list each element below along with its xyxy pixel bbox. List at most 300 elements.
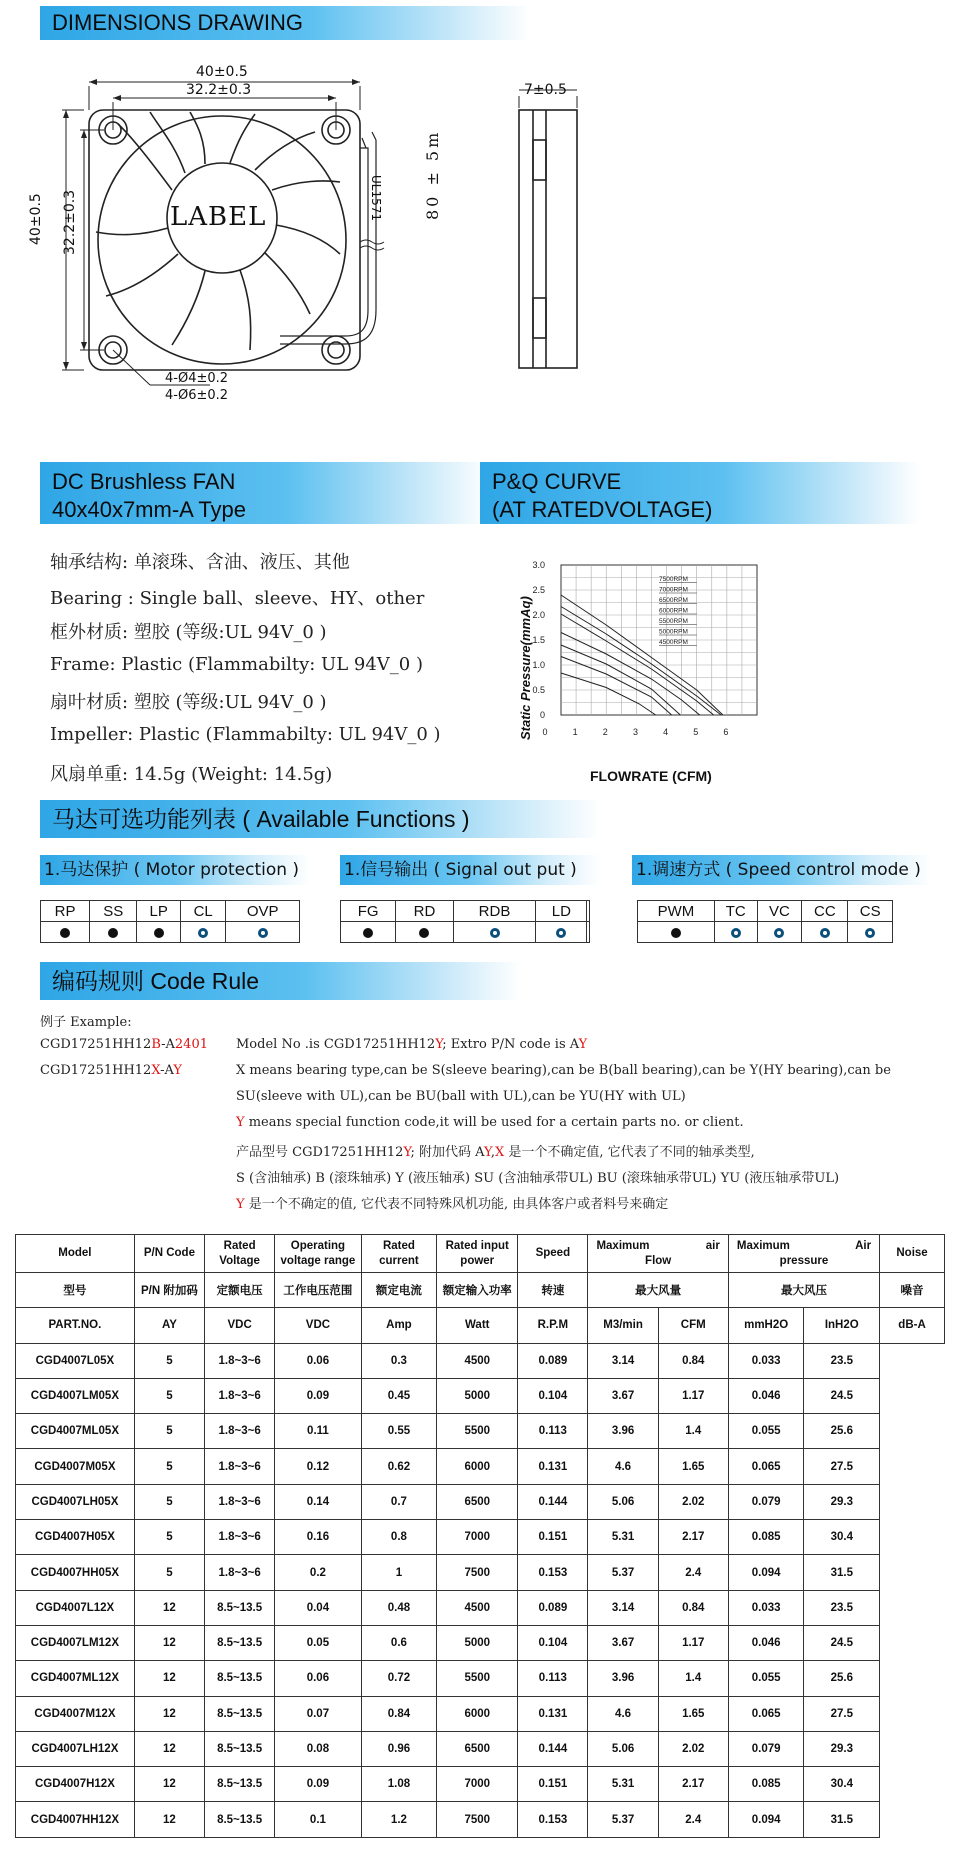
table-cell: 0.033 [728, 1590, 804, 1625]
table-cell: 12 [134, 1625, 204, 1660]
table-cell: 1.8~3~6 [205, 1555, 275, 1590]
spec-weight: 风扇单重: 14.5g (Weight: 14.5g) [50, 764, 333, 785]
table-cell: 0.085 [728, 1520, 804, 1555]
table-cell: 0.089 [518, 1590, 588, 1625]
model-cell: CGD4007LM05X [16, 1378, 135, 1413]
th-rated-current: Rated current [361, 1235, 437, 1273]
wire-ul-label: UL1571 [369, 175, 383, 222]
func-col-rd: RD [396, 901, 453, 922]
table-cell: 12 [134, 1802, 204, 1837]
table-cell: 25.6 [804, 1414, 880, 1449]
th-unit-cfm: CFM [658, 1308, 728, 1343]
signal-output-title: 1.信号输出 ( Signal out put ) [344, 860, 577, 880]
spec-table-body [16, 1343, 945, 1837]
table-cell: 5 [134, 1414, 204, 1449]
table-cell: 0.72 [361, 1661, 437, 1696]
ring-dot-icon [198, 928, 208, 938]
table-cell: 3.14 [588, 1590, 658, 1625]
series-label: 7000RPM [659, 586, 688, 594]
table-row [16, 1555, 945, 1590]
table-cell: 0.1 [275, 1802, 361, 1837]
table-cell: 3.96 [588, 1661, 658, 1696]
table-cell: 24.5 [804, 1378, 880, 1413]
ring-dot-icon [820, 928, 830, 938]
table-cell: 0.11 [275, 1414, 361, 1449]
table-cell: 0.05 [275, 1625, 361, 1660]
func-col-cl: CL [180, 901, 225, 922]
ring-dot-icon [556, 928, 566, 938]
example-desc-3: SU(sleeve with UL),can be BU(ball with UL),can be YU(HY with UL) [236, 1089, 686, 1104]
table-cell: 0.046 [728, 1625, 804, 1660]
table-row [16, 1343, 945, 1378]
series-label: 5000RPM [659, 628, 688, 636]
table-cell: 0.079 [728, 1731, 804, 1766]
functions-title: 马达可选功能列表 ( Available Functions ) [52, 806, 470, 832]
x-tick-label: 6 [723, 727, 729, 737]
speed-control-title: 1.调速方式 ( Speed control mode ) [636, 860, 921, 880]
table-cell: 0.089 [518, 1343, 588, 1378]
ring-dot-icon [490, 928, 500, 938]
table-cell: 6000 [437, 1696, 518, 1731]
th-cn-current: 额定电流 [361, 1273, 437, 1308]
table-cell: 5 [134, 1520, 204, 1555]
table-cell: 1.17 [658, 1378, 728, 1413]
table-cell: 7000 [437, 1767, 518, 1802]
table-cell: 12 [134, 1661, 204, 1696]
table-row [16, 1520, 945, 1555]
table-row [16, 1449, 945, 1484]
table-cell: 25.6 [804, 1661, 880, 1696]
func-col-pwm: PWM [638, 901, 715, 922]
func-col-cs: CS [848, 901, 893, 922]
table-cell: 8.5~13.5 [205, 1625, 275, 1660]
table-cell: 0.046 [728, 1378, 804, 1413]
signal-output-banner [340, 855, 600, 885]
ring-dot-icon [258, 928, 268, 938]
ring-dot-icon [731, 928, 741, 938]
series-label: 6000RPM [659, 607, 688, 615]
table-cell: 27.5 [804, 1449, 880, 1484]
table-row [16, 1414, 945, 1449]
table-cell: 31.5 [804, 1555, 880, 1590]
table-cell: 8.5~13.5 [205, 1696, 275, 1731]
table-cell: 1.8~3~6 [205, 1520, 275, 1555]
table-cell: 8.5~13.5 [205, 1767, 275, 1802]
series-line [561, 645, 680, 715]
table-cell: 4500 [437, 1343, 518, 1378]
functions-banner [40, 800, 600, 838]
chart-xlabel: FLOWRATE (CFM) [590, 768, 712, 784]
th-unit-watt: Watt [437, 1308, 518, 1343]
table-row [16, 1696, 945, 1731]
th-speed: Speed [518, 1235, 588, 1273]
th-pn-code: P/N Code [134, 1235, 204, 1273]
example-desc-5: 产品型号 CGD17251HH12Y; 附加代码 AY,X 是一个不确定值, 它代表了不同的轴承类型, [236, 1145, 755, 1160]
table-cell: 2.4 [658, 1802, 728, 1837]
table-row [16, 1378, 945, 1413]
table-cell: 1 [361, 1555, 437, 1590]
thickness-label: 7±0.5 [524, 82, 567, 98]
table-row [16, 1625, 945, 1660]
chart-ylabel: Static Pressure(mmAq) [518, 596, 533, 740]
table-cell: 1.8~3~6 [205, 1414, 275, 1449]
example-desc-6: S (含油轴承) B (滚珠轴承) Y (液压轴承) SU (含油轴承带UL) BU (滚珠轴承带UL) YU (液压轴承带UL) [236, 1171, 840, 1186]
model-cell: CGD4007LH05X [16, 1484, 135, 1519]
table-cell: 3.96 [588, 1414, 658, 1449]
example-desc-1: Model No .is CGD17251HH12Y; Extro P/N code is AY [236, 1037, 588, 1052]
th-cn-power: 额定输入功率 [437, 1273, 518, 1308]
table-cell: 5500 [437, 1414, 518, 1449]
y-tick-label: 1.0 [532, 660, 545, 670]
table-cell: 0.45 [361, 1378, 437, 1413]
model-cell: CGD4007HH05X [16, 1555, 135, 1590]
pq-banner [480, 462, 920, 524]
func-col-fg: FG [341, 901, 396, 922]
table-cell: 5.06 [588, 1731, 658, 1766]
model-cell: CGD4007M12X [16, 1696, 135, 1731]
dimensions-banner [40, 6, 530, 40]
th-cn-model: 型号 [16, 1273, 135, 1308]
table-cell: 0.7 [361, 1484, 437, 1519]
model-cell: CGD4007ML05X [16, 1414, 135, 1449]
series-label: 7500RPM [659, 576, 688, 583]
table-cell: 1.8~3~6 [205, 1378, 275, 1413]
table-cell: 0.2 [275, 1555, 361, 1590]
y-tick-label: 0.5 [532, 685, 545, 695]
speed-control-table [637, 900, 893, 943]
th-unit-part-no: PART.NO. [16, 1308, 135, 1343]
table-cell: 1.4 [658, 1414, 728, 1449]
table-cell: 0.16 [275, 1520, 361, 1555]
table-cell: 30.4 [804, 1767, 880, 1802]
table-cell: 5000 [437, 1378, 518, 1413]
table-cell: 23.5 [804, 1590, 880, 1625]
table-cell: 0.84 [658, 1590, 728, 1625]
table-cell: 0.84 [361, 1696, 437, 1731]
table-row [16, 1661, 945, 1696]
table-cell: 2.02 [658, 1484, 728, 1519]
pn-code-cell: AY [134, 1308, 204, 1343]
table-cell: 5 [134, 1484, 204, 1519]
table-cell: 30.4 [804, 1520, 880, 1555]
table-cell: 1.65 [658, 1696, 728, 1731]
example-desc-2: X means bearing type,can be S(sleeve bearing),can be B(ball bearing),can be Y(HY bearing),can be [236, 1063, 891, 1078]
table-cell: 0.055 [728, 1661, 804, 1696]
table-cell: 0.09 [275, 1767, 361, 1802]
table-cell: 3.14 [588, 1343, 658, 1378]
inner-dim-label: 32.2±0.3 [186, 82, 252, 98]
table-cell: 0.055 [728, 1414, 804, 1449]
func-col-ld: LD [536, 901, 587, 922]
table-cell: 7000 [437, 1520, 518, 1555]
th-cn-noise: 噪音 [880, 1273, 945, 1308]
y-tick-label: 0 [539, 710, 545, 720]
th-unit-mmh2o: mmH2O [728, 1308, 804, 1343]
table-cell: 4500 [437, 1590, 518, 1625]
table-cell: 0.094 [728, 1802, 804, 1837]
spec-impeller-en: Impeller: Plastic (Flammabilty: UL 94V_0 ) [50, 724, 441, 745]
spec-impeller-cn: 扇叶材质: 塑胶 (等级:UL 94V_0 ) [50, 692, 327, 713]
table-cell: 0.113 [518, 1414, 588, 1449]
series-label: 4500RPM [659, 639, 688, 646]
table-cell: 0.55 [361, 1414, 437, 1449]
y-tick-label: 1.5 [532, 635, 545, 645]
y-tick-label: 2.0 [532, 610, 545, 620]
func-col-ovp: OVP [226, 901, 300, 922]
table-cell: 8.5~13.5 [205, 1731, 275, 1766]
table-cell: 27.5 [804, 1696, 880, 1731]
table-cell: 12 [134, 1767, 204, 1802]
table-cell: 2.17 [658, 1520, 728, 1555]
table-cell: 8.5~13.5 [205, 1590, 275, 1625]
dimensions-title: DIMENSIONS DRAWING [52, 10, 303, 35]
inner-dim-vertical-label: 32.2±0.3 [62, 189, 78, 255]
x-tick-label: 5 [693, 727, 699, 737]
table-cell: 0.84 [658, 1343, 728, 1378]
example-code-2: CGD17251HH12X-AY [40, 1063, 182, 1078]
table-cell: 29.3 [804, 1731, 880, 1766]
pq-curve-chart [515, 545, 815, 795]
table-cell: 0.085 [728, 1767, 804, 1802]
table-cell: 0.151 [518, 1767, 588, 1802]
table-cell: 0.153 [518, 1802, 588, 1837]
table-row [16, 1802, 945, 1837]
model-cell: CGD4007L12X [16, 1590, 135, 1625]
table-cell: 3.67 [588, 1378, 658, 1413]
table-cell: 1.2 [361, 1802, 437, 1837]
table-cell: 6500 [437, 1731, 518, 1766]
th-air-pressure: Maximum Air pressure [728, 1235, 879, 1273]
th-unit-vdc: VDC [205, 1308, 275, 1343]
filled-dot-icon [419, 928, 429, 938]
model-cell: CGD4007H12X [16, 1767, 135, 1802]
hole-small-label: 4-Ø4±0.2 [165, 371, 229, 386]
example-desc-7: Y 是一个不确定的值, 它代表不同特殊风机功能, 由具体客户或者料号来确定 [236, 1197, 669, 1212]
table-cell: 0.065 [728, 1696, 804, 1731]
fan-label-text: LABEL [170, 202, 267, 232]
ring-dot-icon [774, 928, 784, 938]
table-cell: 2.4 [658, 1555, 728, 1590]
ring-dot-icon [865, 928, 875, 938]
series-line [561, 614, 714, 715]
func-col-vc: VC [757, 901, 802, 922]
th-cn-speed: 转速 [518, 1273, 588, 1308]
func-col-tc: TC [714, 901, 757, 922]
table-cell: 0.094 [728, 1555, 804, 1590]
table-cell: 0.144 [518, 1484, 588, 1519]
th-noise: Noise [880, 1235, 945, 1273]
th-operating-range: Operating voltage range [275, 1235, 361, 1273]
table-cell: 0.09 [275, 1378, 361, 1413]
outer-dim-vertical-label: 40±0.5 [28, 193, 44, 245]
th-cn-air-pressure: 最大风压 [728, 1273, 879, 1308]
table-cell: 1.17 [658, 1625, 728, 1660]
table-cell: 0.12 [275, 1449, 361, 1484]
hole-large-label: 4-Ø6±0.2 [165, 388, 229, 403]
table-cell: 0.104 [518, 1378, 588, 1413]
filled-dot-icon [60, 928, 70, 938]
example-label: 例子 Example: [40, 1015, 132, 1030]
pq-title-line2: (AT RATEDVOLTAGE) [492, 497, 713, 522]
th-cn-operating: 工作电压范围 [275, 1273, 361, 1308]
spec-bearing-en: Bearing : Single ball、sleeve、HY、other [50, 588, 425, 609]
outer-dim-label: 40±0.5 [196, 64, 248, 80]
x-tick-label: 3 [632, 727, 638, 737]
table-cell: 1.4 [658, 1661, 728, 1696]
table-cell: 2.02 [658, 1731, 728, 1766]
table-cell: 1.8~3~6 [205, 1449, 275, 1484]
table-cell: 0.113 [518, 1661, 588, 1696]
func-col-lp: LP [137, 901, 181, 922]
th-unit-dba: dB-A [880, 1308, 945, 1343]
model-cell: CGD4007L05X [16, 1343, 135, 1378]
series-line [561, 607, 721, 716]
spec-bearing-cn: 轴承结构: 单滚珠、含油、液压、其他 [50, 552, 350, 573]
table-cell: 0.06 [275, 1661, 361, 1696]
x-tick-label: 4 [663, 727, 669, 737]
th-rated-voltage: Rated Voltage [205, 1235, 275, 1273]
motor-protection-title: 1.马达保护 ( Motor protection ) [44, 860, 300, 880]
table-cell: 23.5 [804, 1343, 880, 1378]
table-row [16, 1484, 945, 1519]
table-cell: 1.65 [658, 1449, 728, 1484]
table-cell: 1.8~3~6 [205, 1484, 275, 1519]
table-cell: 0.8 [361, 1520, 437, 1555]
spec-table [15, 1234, 945, 1838]
table-cell: 1.08 [361, 1767, 437, 1802]
table-cell: 6000 [437, 1449, 518, 1484]
th-unit-m3min: M3/min [588, 1308, 658, 1343]
th-unit-inh2o: InH2O [804, 1308, 880, 1343]
table-cell: 8.5~13.5 [205, 1802, 275, 1837]
model-cell: CGD4007M05X [16, 1449, 135, 1484]
func-col-rdb: RDB [453, 901, 536, 922]
table-cell: 0.151 [518, 1520, 588, 1555]
table-cell: 24.5 [804, 1625, 880, 1660]
series-line [561, 673, 656, 715]
model-cell: CGD4007HH12X [16, 1802, 135, 1837]
pq-title-line1: P&Q CURVE [492, 469, 622, 494]
func-col-rp: RP [41, 901, 90, 922]
table-cell: 6500 [437, 1484, 518, 1519]
table-cell: 0.144 [518, 1731, 588, 1766]
fan-type-banner [40, 462, 490, 524]
model-cell: CGD4007H05X [16, 1520, 135, 1555]
table-cell: 0.3 [361, 1343, 437, 1378]
th-rated-power: Rated input power [437, 1235, 518, 1273]
code-rule-banner [40, 962, 520, 1000]
series-label: 6500RPM [659, 597, 688, 604]
motor-protection-table [40, 900, 300, 943]
table-cell: 0.153 [518, 1555, 588, 1590]
table-cell: 12 [134, 1731, 204, 1766]
table-row [16, 1767, 945, 1802]
spec-frame-cn: 框外材质: 塑胶 (等级:UL 94V_0 ) [50, 622, 327, 643]
table-cell: 4.6 [588, 1696, 658, 1731]
table-cell: 5500 [437, 1661, 518, 1696]
spec-frame-en: Frame: Plastic (Flammabilty: UL 94V_0 ) [50, 654, 423, 675]
motor-protection-banner [40, 855, 310, 885]
table-cell: 7500 [437, 1802, 518, 1837]
x-tick-label: 2 [602, 727, 608, 737]
table-cell: 5.37 [588, 1802, 658, 1837]
model-cell: CGD4007ML12X [16, 1661, 135, 1696]
table-cell: 5000 [437, 1625, 518, 1660]
table-cell: 0.104 [518, 1625, 588, 1660]
example-code-1: CGD17251HH12B-A2401 [40, 1037, 208, 1052]
table-cell: 5 [134, 1449, 204, 1484]
table-cell: 8.5~13.5 [205, 1661, 275, 1696]
table-cell: 5 [134, 1343, 204, 1378]
y-tick-label: 3.0 [532, 560, 545, 570]
th-unit-amp: Amp [361, 1308, 437, 1343]
fan-type-title-line1: DC Brushless FAN [52, 469, 236, 494]
model-cell: CGD4007LM12X [16, 1625, 135, 1660]
table-cell: 0.07 [275, 1696, 361, 1731]
table-cell: 5.06 [588, 1484, 658, 1519]
th-model: Model [16, 1235, 135, 1273]
table-cell: 0.48 [361, 1590, 437, 1625]
fan-type-title-line2: 40x40x7mm-A Type [52, 497, 247, 522]
fan-front-drawing [0, 40, 960, 470]
func-col-empty [587, 901, 590, 922]
table-cell: 4.6 [588, 1449, 658, 1484]
th-cn-rated-voltage: 定额电压 [205, 1273, 275, 1308]
th-cn-pn: P/N 附加码 [134, 1273, 204, 1308]
func-col-ss: SS [90, 901, 137, 922]
series-label: 5500RPM [659, 618, 688, 625]
table-cell: 0.06 [275, 1343, 361, 1378]
table-row [16, 1590, 945, 1625]
table-cell: 0.131 [518, 1696, 588, 1731]
y-tick-label: 2.5 [532, 585, 545, 595]
table-cell: 0.08 [275, 1731, 361, 1766]
table-cell: 0.6 [361, 1625, 437, 1660]
model-cell: CGD4007LH12X [16, 1731, 135, 1766]
table-cell: 5.31 [588, 1520, 658, 1555]
th-unit-rpm: R.P.M [518, 1308, 588, 1343]
table-cell: 12 [134, 1590, 204, 1625]
table-cell: 0.131 [518, 1449, 588, 1484]
filled-dot-icon [154, 928, 164, 938]
func-col-cc: CC [802, 901, 848, 922]
table-cell: 0.065 [728, 1449, 804, 1484]
table-cell: 2.17 [658, 1767, 728, 1802]
th-cn-air-flow: 最大风量 [588, 1273, 728, 1308]
wire-length-label: 80 ± 5m [423, 129, 442, 220]
code-rule-title: 编码规则 Code Rule [52, 968, 260, 994]
table-cell: 5 [134, 1378, 204, 1413]
table-cell: 7500 [437, 1555, 518, 1590]
signal-output-table [340, 900, 590, 943]
filled-dot-icon [363, 928, 373, 938]
table-cell: 0.033 [728, 1343, 804, 1378]
table-cell: 5 [134, 1555, 204, 1590]
th-unit-vdc-range: VDC [275, 1308, 361, 1343]
table-row [16, 1731, 945, 1766]
x-tick-label: 0 [542, 727, 548, 737]
table-cell: 5.37 [588, 1555, 658, 1590]
th-air-flow: Maximum air Flow [588, 1235, 728, 1273]
table-cell: 0.96 [361, 1731, 437, 1766]
table-cell: 0.079 [728, 1484, 804, 1519]
table-cell: 31.5 [804, 1802, 880, 1837]
x-tick-label: 1 [572, 727, 578, 737]
table-cell: 5.31 [588, 1767, 658, 1802]
table-cell: 0.04 [275, 1590, 361, 1625]
filled-dot-icon [671, 928, 681, 938]
table-cell: 29.3 [804, 1484, 880, 1519]
